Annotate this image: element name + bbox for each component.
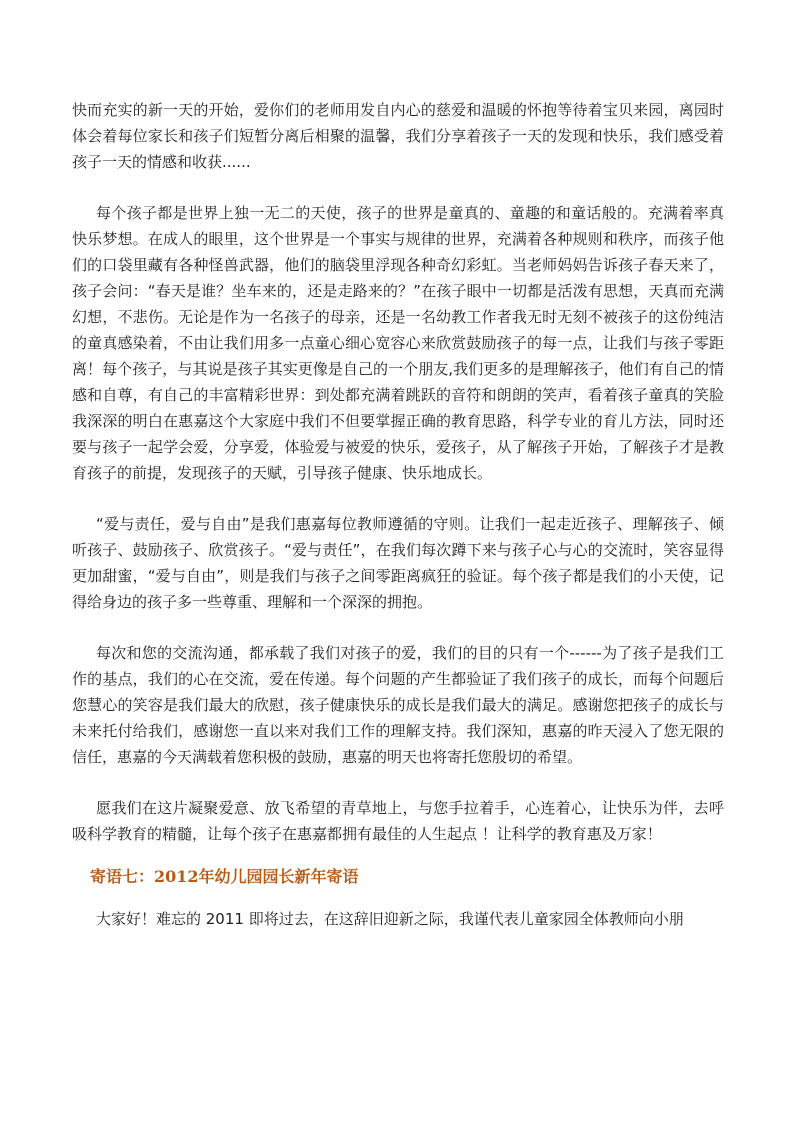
- paragraph-5: 愿我们在这片凝聚爱意、放飞希望的青草地上，与您手拉着手，心连着心，让快乐为伴，去呼吸科学教育的精髓，让每个孩子在惠嘉都拥有最佳的人生起点 ！让科学的教育惠及万家！: [72, 799, 724, 843]
- closing-paragraph: 大家好！难忘的 2011 即将过去，在这辞旧迎新之际，我谨代表儿童家园全体教师向小朋: [96, 910, 684, 928]
- paragraph-4: 每次和您的交流沟通，都承载了我们对孩子的爱，我们的目的只有一个------为了孩子是我们工作的基点，我们的心在交流，爱在传递。每个问题的产生都验证了我们孩子的成长，而每个问题后您慧心的笑容是我们最大的欣慰，孩子健康快乐的成长是我们最大的满足。感谢您把孩子的成长与未来托付给我们，感谢您一直以来对我们工作的理解支持。我们深知，惠嘉的昨天浸入了您无限的信任，惠嘉的今天满载着您积极的鼓励，惠嘉的明天也将寄托您殷切的希望。: [72, 644, 724, 766]
- section-heading: 寄语七：2012年幼儿园园长新年寄语: [90, 867, 359, 886]
- paragraph-2: 每个孩子都是世界上独一无二的天使，孩子的世界是童真的、童趣的和童话般的。充满着率真快乐梦想。在成人的眼里，这个世界是一个事实与规律的世界，充满着各种规则和秩序，而孩子他们的口袋里藏有各种怪兽武器，他们的脑袋里浮现各种奇幻彩虹。当老师妈妈告诉孩子春天来了，孩子会问：“春天是谁？坐车来的，还是走路来的？”在孩子眼中一切都是活泼有思想，天真而充满幻想，不悲伤。无论是作为一名孩子的母亲，还是一名幼教工作者我无时无刻不被孩子的这份纯洁的童真感染着，不由让我们用多一点童心细心宽容心来欣赏鼓励孩子的每一点，让我们与孩子零距离！每个孩子，与其说是孩子其实更像是自己的一个朋友,我们更多的是理解孩子，他们有自己的情感和自尊，有自己的丰富精彩世界：到处都充满着跳跃的音符和朗朗的笑声，看着孩子童真的笑脸我深深的明白在惠嘉这个大家庭中我们不但要掌握正确的教育思路，科学专业的育儿方法，同时还要与孩子一起学会爱，分享爱，体验爱与被爱的快乐，爱孩子，从了解孩子开始，了解孩子才是教育孩子的前提，发现孩子的天赋，引导孩子健康、快乐地成长。: [72, 204, 724, 482]
- paragraph-1: 快而充实的新一天的开始，爱你们的老师用发自内心的慈爱和温暖的怀抱等待着宝贝来园，离园时体会着每位家长和孩子们短暂分离后相聚的温馨，我们分享着孩子一天的发现和快乐，我们感受着孩子一天的情感和收获......: [72, 101, 724, 171]
- document-page: [72, 97, 724, 932]
- paragraph-3: “爱与责任，爱与自由”是我们惠嘉每位教师遵循的守则。让我们一起走近孩子、理解孩子、倾听孩子、鼓励孩子、欣赏孩子。“爱与责任”，在我们每次蹲下来与孩子心与心的交流时，笑容显得更加甜蜜，“爱与自由”，则是我们与孩子之间零距离疯狂的验证。每个孩子都是我们的小天使，记得给身边的孩子多一些尊重、理解和一个深深的拥抱。: [72, 515, 724, 611]
